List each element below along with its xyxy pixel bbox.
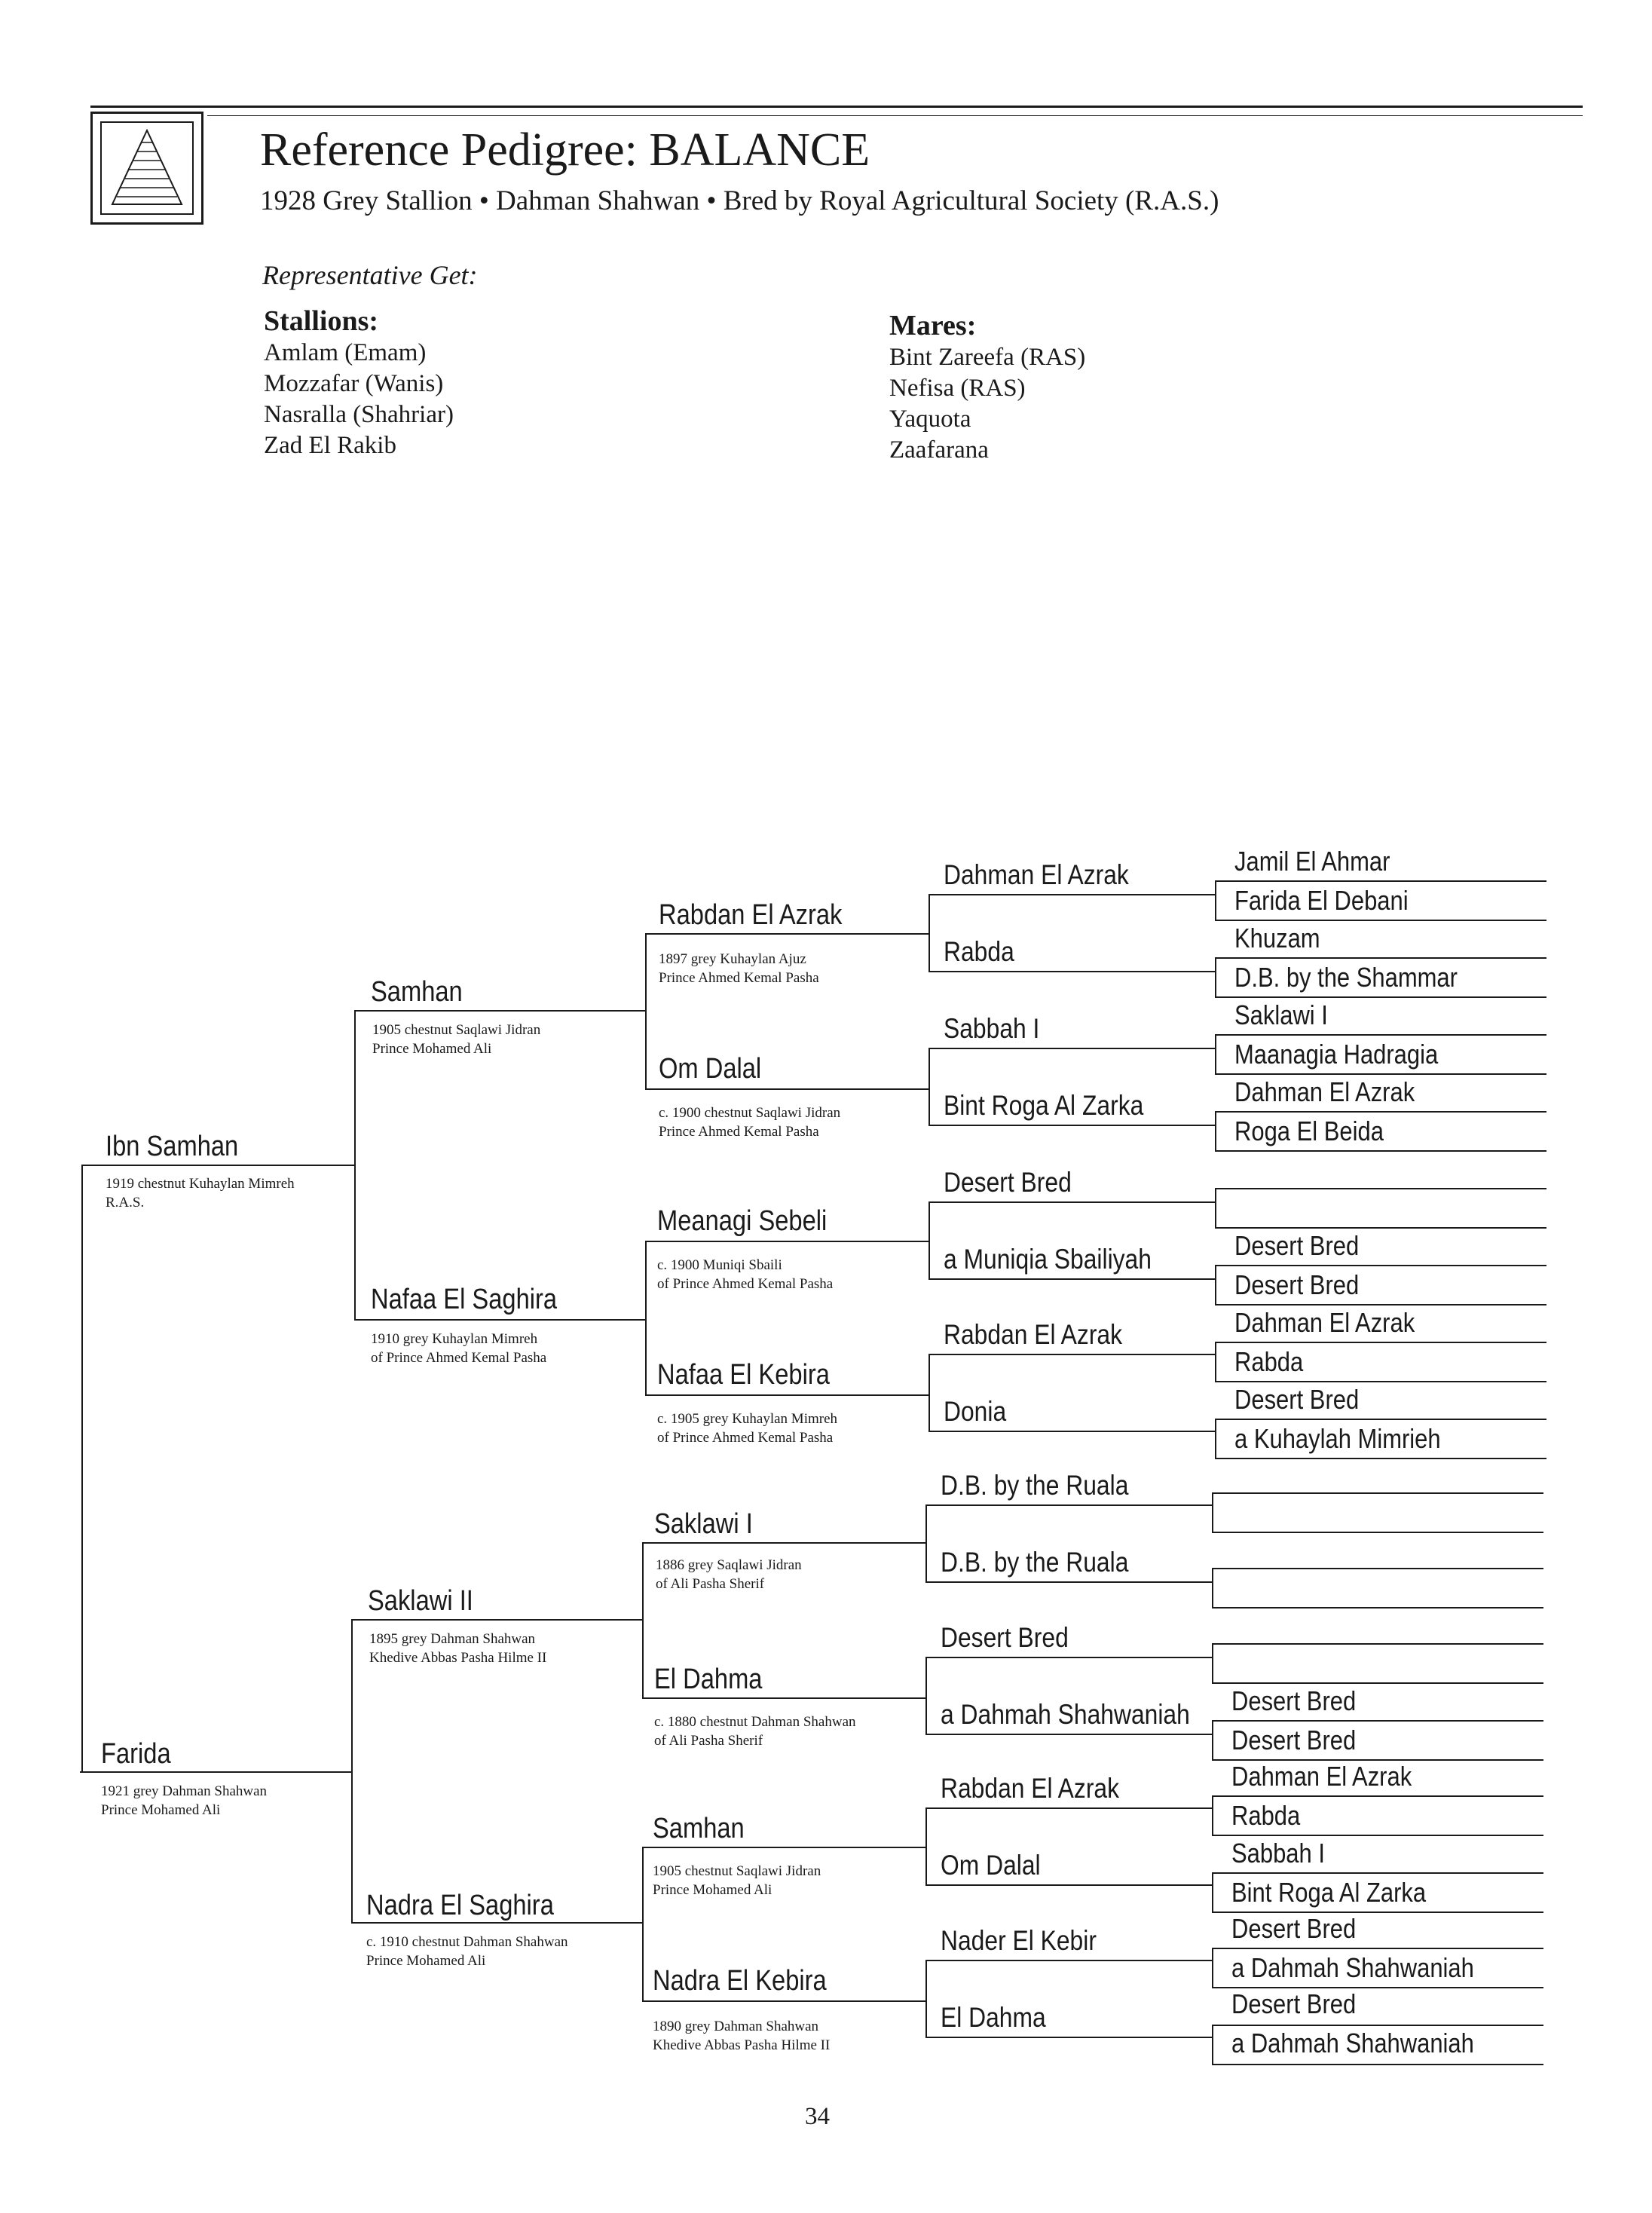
gen4-name: Rabda (944, 936, 1014, 967)
gen4-line (925, 1504, 1212, 1506)
connector-gen5 (1215, 957, 1216, 996)
connector-gen3 (642, 1847, 644, 2000)
connector-gen5 (1212, 1643, 1213, 1682)
gen5-name: Dahman El Azrak (1234, 1307, 1415, 1338)
gen5-line (1212, 1872, 1543, 1874)
connector-gen5 (1215, 1188, 1216, 1227)
connector-gen5 (1215, 1111, 1216, 1150)
gen5-line (1215, 1304, 1546, 1305)
gen5-line (1215, 880, 1546, 882)
gen5-line (1215, 920, 1546, 921)
gen2-name: Nadra El Saghira (366, 1890, 554, 1921)
gen3-name: Samhan (653, 1813, 745, 1844)
stallion-item: Mozzafar (Wanis) (264, 370, 444, 397)
gen3-info: 1897 grey Kuhaylan Ajuz Prince Ahmed Kemal Pasha (659, 951, 819, 986)
gen2-name: Saklawi II (368, 1585, 473, 1617)
connector-gen5 (1212, 1568, 1213, 1607)
connector-gen4 (925, 1807, 927, 1886)
gen5-name: Jamil El Ahmar (1234, 846, 1390, 877)
gen5-line (1215, 1227, 1546, 1229)
gen3-info: c. 1900 chestnut Saqlawi Jidran Prince Ahmed Kemal Pasha (659, 1105, 841, 1140)
gen4-name: Rabdan El Azrak (944, 1319, 1123, 1350)
gen3-line (645, 1394, 930, 1396)
mare-item: Bint Zareefa (RAS) (889, 344, 1086, 371)
connector-gen5 (1212, 1872, 1213, 1912)
gen5-name: Bint Roga Al Zarka (1231, 1877, 1427, 1908)
gen4-line (928, 971, 1215, 972)
gen2-line (354, 1319, 647, 1321)
connector-gen3 (645, 1241, 647, 1394)
connector-gen5 (1212, 2025, 1213, 2064)
gen5-line (1215, 1265, 1546, 1266)
connector-gen5 (1212, 1795, 1213, 1835)
dam-info: 1921 grey Dahman Shahwan Prince Mohamed Ali (101, 1783, 268, 1818)
gen5-line (1212, 1720, 1543, 1722)
gen5-line (1215, 1150, 1546, 1152)
gen5-name: Desert Bred (1234, 1269, 1360, 1300)
connector-gen5 (1215, 1034, 1216, 1073)
gen3-info: c. 1905 grey Kuhaylan Mimreh of Prince Ahmed Kemal Pasha (657, 1411, 838, 1446)
stallion-item: Zad El Rakib (264, 432, 396, 459)
dam-name: Farida (101, 1738, 171, 1770)
gen5-name: Desert Bred (1231, 1988, 1357, 2019)
gen4-line (928, 1354, 1215, 1355)
gen5-line (1215, 1458, 1546, 1459)
gen3-name: Saklawi I (654, 1508, 753, 1540)
gen3-info: c. 1900 Muniqi Sbaili of Prince Ahmed Kemal Pasha (657, 1257, 834, 1292)
gen4-line (928, 1278, 1215, 1280)
gen5-line (1212, 1948, 1543, 1949)
connector-gen3 (645, 933, 647, 1090)
gen5-line (1212, 1568, 1543, 1569)
gen4-line (925, 2037, 1212, 2038)
gen2-info: 1910 grey Kuhaylan Mimreh of Prince Ahmed Kemal Pasha (371, 1331, 547, 1366)
connector-gen2-top (354, 1010, 356, 1321)
gen3-line (645, 1241, 930, 1242)
gen4-line (925, 1734, 1212, 1735)
gen4-line (925, 1807, 1212, 1809)
gen2-line (351, 1922, 644, 1924)
gen5-line (1212, 2025, 1543, 2026)
gen3-line (642, 1697, 927, 1699)
stallion-item: Nasralla (Shahriar) (264, 401, 454, 428)
gen5-name: Desert Bred (1231, 1685, 1357, 1716)
gen3-name: El Dahma (654, 1664, 763, 1695)
gen4-name: a Dahmah Shahwaniah (941, 1699, 1190, 1730)
dam-line (80, 1771, 353, 1773)
pyramid-logo (90, 112, 203, 225)
mares-heading: Mares: (889, 310, 977, 341)
gen4-name: Dahman El Azrak (944, 859, 1129, 890)
gen5-name: Desert Bred (1231, 1725, 1357, 1755)
connector-gen4 (925, 1504, 927, 1583)
gen2-info: 1905 chestnut Saqlawi Jidran Prince Mohamed Ali (372, 1022, 541, 1057)
gen5-line (1212, 1607, 1543, 1608)
connector-gen1 (81, 1165, 83, 1773)
gen3-info: 1890 grey Dahman Shahwan Khedive Abbas Pasha Hilme II (653, 2019, 831, 2053)
gen2-info: c. 1910 chestnut Dahman Shahwan Prince Mohamed Ali (366, 1934, 568, 1969)
gen5-name: D.B. by the Shammar (1234, 962, 1458, 993)
gen5-line (1215, 1111, 1546, 1113)
page-subtitle: 1928 Grey Stallion • Dahman Shahwan • Bred by Royal Agricultural Society (R.A.S.) (260, 185, 1219, 216)
gen4-name: Om Dalal (941, 1850, 1041, 1881)
gen2-line (354, 1010, 647, 1012)
gen4-name: El Dahma (941, 2002, 1046, 2033)
gen3-info: 1886 grey Saqlawi Jidran of Ali Pasha Sherif (656, 1557, 802, 1592)
gen5-line (1215, 1073, 1546, 1075)
gen4-line (925, 1581, 1212, 1583)
pyramid-icon (102, 123, 192, 213)
gen5-line (1212, 2064, 1543, 2065)
gen4-line (925, 1657, 1212, 1658)
connector-gen2-bottom (351, 1619, 353, 1922)
representative-get-heading: Representative Get: (262, 260, 478, 290)
stallion-item: Amlam (Emam) (264, 339, 427, 366)
gen5-name: Roga El Beida (1234, 1116, 1384, 1146)
gen5-line (1215, 1034, 1546, 1036)
connector-gen5 (1215, 1265, 1216, 1304)
gen4-name: Donia (944, 1396, 1007, 1427)
gen5-name: Dahman El Azrak (1231, 1761, 1412, 1792)
gen5-line (1212, 1835, 1543, 1836)
gen3-info: 1905 chestnut Saqlawi Jidran Prince Mohamed Ali (653, 1863, 821, 1898)
gen5-name: Rabda (1234, 1346, 1304, 1377)
gen3-line (642, 1847, 927, 1848)
gen5-name: a Kuhaylah Mimrieh (1234, 1423, 1441, 1454)
gen3-line (642, 1542, 927, 1544)
connector-gen3 (642, 1542, 644, 1697)
gen5-name: Farida El Debani (1234, 885, 1409, 916)
gen2-line (351, 1619, 644, 1621)
gen4-name: D.B. by the Ruala (941, 1470, 1129, 1501)
mares-list (889, 309, 1085, 466)
gen4-line (928, 1431, 1215, 1432)
gen4-name: Desert Bred (944, 1167, 1072, 1198)
connector-gen4 (928, 894, 930, 972)
sire-name: Ibn Samhan (106, 1131, 239, 1162)
connector-gen5 (1212, 1948, 1213, 1987)
connector-gen4 (928, 1048, 930, 1126)
gen5-name: Saklawi I (1234, 999, 1328, 1030)
gen3-name: Nafaa El Kebira (657, 1359, 830, 1391)
gen5-line (1215, 1419, 1546, 1420)
gen3-name: Rabdan El Azrak (659, 899, 843, 931)
gen4-line (925, 1960, 1212, 1961)
sire-info: 1919 chestnut Kuhaylan Mimreh R.A.S. (106, 1176, 295, 1211)
connector-gen5 (1215, 1342, 1216, 1381)
gen5-name: Dahman El Azrak (1234, 1076, 1415, 1107)
connector-gen5 (1215, 1419, 1216, 1458)
connector-gen4 (925, 1657, 927, 1735)
mare-item: Nefisa (RAS) (889, 375, 1026, 402)
stallions-list (264, 305, 454, 461)
gen5-name: Maanagia Hadragia (1234, 1039, 1439, 1070)
gen4-line (925, 1884, 1212, 1886)
gen4-line (928, 1048, 1215, 1049)
gen5-line (1215, 996, 1546, 998)
gen4-name: Rabdan El Azrak (941, 1773, 1120, 1804)
gen5-line (1215, 1381, 1546, 1382)
gen5-line (1212, 1682, 1543, 1684)
gen5-name: Khuzam (1234, 923, 1320, 953)
gen4-name: Nader El Kebir (941, 1925, 1097, 1956)
gen3-line (642, 2000, 927, 2002)
gen4-line (928, 894, 1215, 895)
stallions-heading: Stallions: (264, 305, 379, 337)
gen5-line (1212, 1532, 1543, 1533)
gen4-name: Desert Bred (941, 1622, 1069, 1653)
gen5-name: a Dahmah Shahwaniah (1231, 1952, 1474, 1983)
gen5-line (1212, 1795, 1543, 1797)
gen4-name: Sabbah I (944, 1013, 1040, 1044)
gen3-info: c. 1880 chestnut Dahman Shahwan of Ali Pasha Sherif (654, 1714, 856, 1749)
gen4-name: a Muniqia Sbailiyah (944, 1244, 1152, 1275)
gen5-name: a Dahmah Shahwaniah (1231, 2028, 1474, 2058)
connector-gen5 (1212, 1720, 1213, 1759)
connector-gen4 (925, 1960, 927, 2038)
gen5-line (1212, 1643, 1543, 1645)
gen3-line (645, 1088, 930, 1090)
gen2-name: Samhan (371, 976, 463, 1008)
header-rule-bottom (207, 115, 1583, 116)
connector-gen4 (928, 1354, 930, 1432)
mare-item: Zaafarana (889, 436, 989, 464)
gen4-name: Bint Roga Al Zarka (944, 1090, 1144, 1121)
gen5-name: Desert Bred (1234, 1384, 1360, 1415)
header-rule-top (90, 106, 1583, 108)
gen5-name: Desert Bred (1231, 1913, 1357, 1944)
sire-line (83, 1165, 356, 1166)
gen4-line (928, 1125, 1215, 1126)
gen2-name: Nafaa El Saghira (371, 1284, 558, 1315)
connector-gen4 (928, 1201, 930, 1280)
connector-gen5 (1212, 1492, 1213, 1532)
gen3-name: Nadra El Kebira (653, 1965, 827, 1997)
gen3-name: Meanagi Sebeli (657, 1205, 828, 1237)
gen2-info: 1895 grey Dahman Shahwan Khedive Abbas Pasha Hilme II (369, 1631, 547, 1666)
gen5-line (1212, 1492, 1543, 1494)
page-number: 34 (805, 2103, 830, 2130)
gen3-name: Om Dalal (659, 1053, 762, 1085)
connector-gen5 (1215, 880, 1216, 920)
gen5-line (1215, 1188, 1546, 1189)
gen5-line (1215, 957, 1546, 959)
gen5-line (1215, 1342, 1546, 1343)
gen4-name: D.B. by the Ruala (941, 1547, 1129, 1578)
gen5-name: Rabda (1231, 1800, 1301, 1831)
gen5-name: Sabbah I (1231, 1838, 1325, 1869)
gen4-line (928, 1201, 1215, 1203)
gen3-line (645, 933, 930, 935)
gen5-name: Desert Bred (1234, 1230, 1360, 1261)
mare-item: Yaquota (889, 406, 971, 433)
page-title: Reference Pedigree: BALANCE (260, 124, 870, 176)
